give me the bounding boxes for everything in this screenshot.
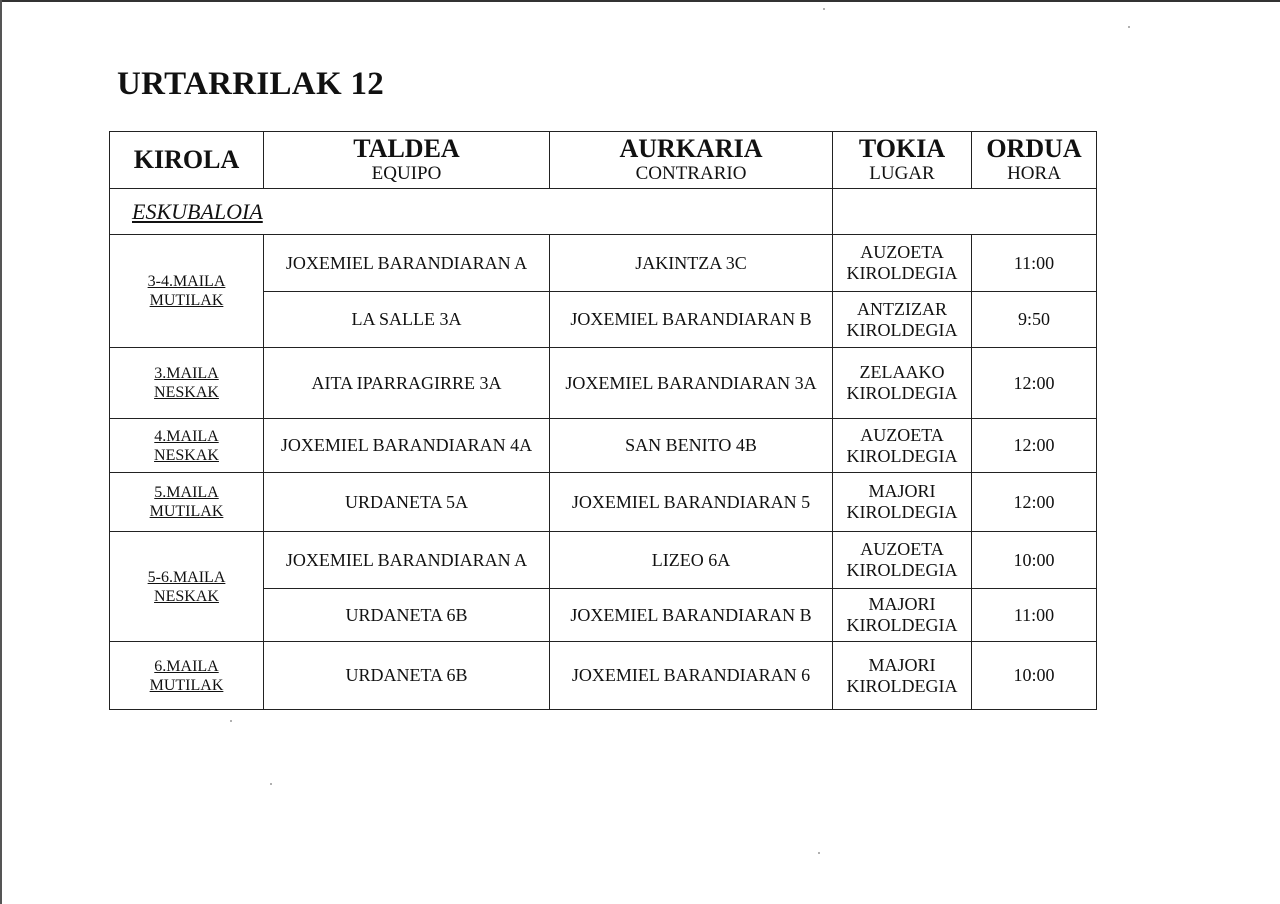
venue-line1: AUZOETA <box>860 424 944 445</box>
venue-cell <box>833 532 972 589</box>
category-cell <box>110 473 264 532</box>
venue-cell <box>833 419 972 473</box>
table-row <box>110 642 1097 710</box>
team-cell: URDANETA 6B <box>264 589 550 642</box>
category-line2: MUTILAK <box>149 676 224 694</box>
scan-speck <box>230 720 232 722</box>
opponent-cell: SAN BENITO 4B <box>550 419 833 473</box>
category-line2: MUTILAK <box>149 292 224 309</box>
header-kirola <box>110 132 264 189</box>
team-cell: JOXEMIEL BARANDIARAN A <box>264 532 550 589</box>
team-cell: JOXEMIEL BARANDIARAN 4A <box>264 419 550 473</box>
header-aurkaria-main: AURKARIA <box>619 134 763 163</box>
venue-cell <box>833 473 972 532</box>
category-line1: 6.MAILA <box>154 657 219 675</box>
category-line1: 3-4.MAILA <box>147 273 226 290</box>
team-cell: URDANETA 5A <box>264 473 550 532</box>
venue-line1: AUZOETA <box>860 242 944 262</box>
venue-cell <box>833 642 972 710</box>
venue-line2: KIROLDEGIA <box>846 445 958 466</box>
team-cell: LA SALLE 3A <box>264 292 550 348</box>
header-tokia <box>833 132 972 189</box>
category-line2: MUTILAK <box>149 503 224 520</box>
table-row <box>110 419 1097 473</box>
team-cell: AITA IPARRAGIRRE 3A <box>264 348 550 419</box>
venue-cell <box>833 235 972 292</box>
time-cell: 12:00 <box>972 348 1097 419</box>
venue-line1: ZELAAKO <box>859 362 945 382</box>
scan-speck <box>823 8 825 10</box>
category-line1: 3.MAILA <box>154 365 219 382</box>
venue-line2: KIROLDEGIA <box>846 502 958 522</box>
header-tokia-sub: LUGAR <box>869 163 935 184</box>
venue-line1: AUZOETA <box>860 539 944 559</box>
time-cell: 9:50 <box>972 292 1097 348</box>
scan-edge-left <box>0 0 2 904</box>
category-line2: NESKAK <box>154 587 219 605</box>
time-cell: 10:00 <box>972 532 1097 589</box>
time-cell: 10:00 <box>972 642 1097 710</box>
scan-speck <box>818 852 820 854</box>
venue-line1: MAJORI <box>868 594 936 614</box>
table-row <box>110 473 1097 532</box>
table-row <box>110 532 1097 589</box>
category-cell <box>110 532 264 642</box>
header-taldea <box>264 132 550 189</box>
venue-line2: KIROLDEGIA <box>846 263 958 283</box>
header-kirola-label: KIROLA <box>133 145 240 174</box>
category-line1: 5.MAILA <box>154 484 219 501</box>
header-taldea-sub: EQUIPO <box>371 163 442 184</box>
scan-speck <box>1128 26 1130 28</box>
opponent-cell: JOXEMIEL BARANDIARAN 6 <box>550 642 833 710</box>
header-ordua-main: ORDUA <box>986 134 1082 163</box>
sport-row-empty-cell <box>833 189 1097 235</box>
venue-cell <box>833 348 972 419</box>
venue-cell <box>833 292 972 348</box>
category-line2: NESKAK <box>154 446 219 464</box>
venue-line1: MAJORI <box>868 481 936 501</box>
venue-cell <box>833 589 972 642</box>
time-cell: 11:00 <box>972 235 1097 292</box>
sport-row <box>110 189 1097 235</box>
opponent-cell: LIZEO 6A <box>550 532 833 589</box>
header-aurkaria-sub: CONTRARIO <box>635 163 747 184</box>
header-tokia-main: TOKIA <box>858 134 946 163</box>
category-cell <box>110 642 264 710</box>
sport-label: ESKUBALOIA <box>110 189 833 235</box>
opponent-cell: JAKINTZA 3C <box>550 235 833 292</box>
category-cell <box>110 419 264 473</box>
venue-line2: KIROLDEGIA <box>846 675 958 696</box>
venue-line2: KIROLDEGIA <box>846 383 958 403</box>
header-ordua <box>972 132 1097 189</box>
header-ordua-sub: HORA <box>1007 163 1061 184</box>
opponent-cell: JOXEMIEL BARANDIARAN B <box>550 292 833 348</box>
category-line2: NESKAK <box>154 384 219 401</box>
team-cell: JOXEMIEL BARANDIARAN A <box>264 235 550 292</box>
venue-line2: KIROLDEGIA <box>846 560 958 580</box>
category-line1: 4.MAILA <box>154 427 219 445</box>
scan-speck <box>270 783 272 785</box>
opponent-cell: JOXEMIEL BARANDIARAN 3A <box>550 348 833 419</box>
category-cell <box>110 348 264 419</box>
venue-line1: ANTZIZAR <box>857 298 947 319</box>
time-cell: 12:00 <box>972 419 1097 473</box>
venue-line2: KIROLDEGIA <box>846 319 958 340</box>
page-title: URTARRILAK 12 <box>117 66 385 102</box>
table-row <box>110 348 1097 419</box>
team-cell: URDANETA 6B <box>264 642 550 710</box>
opponent-cell: JOXEMIEL BARANDIARAN 5 <box>550 473 833 532</box>
time-cell: 11:00 <box>972 589 1097 642</box>
category-cell <box>110 235 264 348</box>
header-row <box>110 132 1097 189</box>
header-taldea-main: TALDEA <box>353 134 460 163</box>
opponent-cell: JOXEMIEL BARANDIARAN B <box>550 589 833 642</box>
scan-edge-top <box>0 0 1280 2</box>
schedule-table <box>109 131 1097 710</box>
category-line1: 5-6.MAILA <box>147 568 226 586</box>
table-row <box>110 235 1097 292</box>
venue-line2: KIROLDEGIA <box>846 615 958 635</box>
venue-line1: MAJORI <box>868 654 936 675</box>
time-cell: 12:00 <box>972 473 1097 532</box>
header-aurkaria <box>550 132 833 189</box>
